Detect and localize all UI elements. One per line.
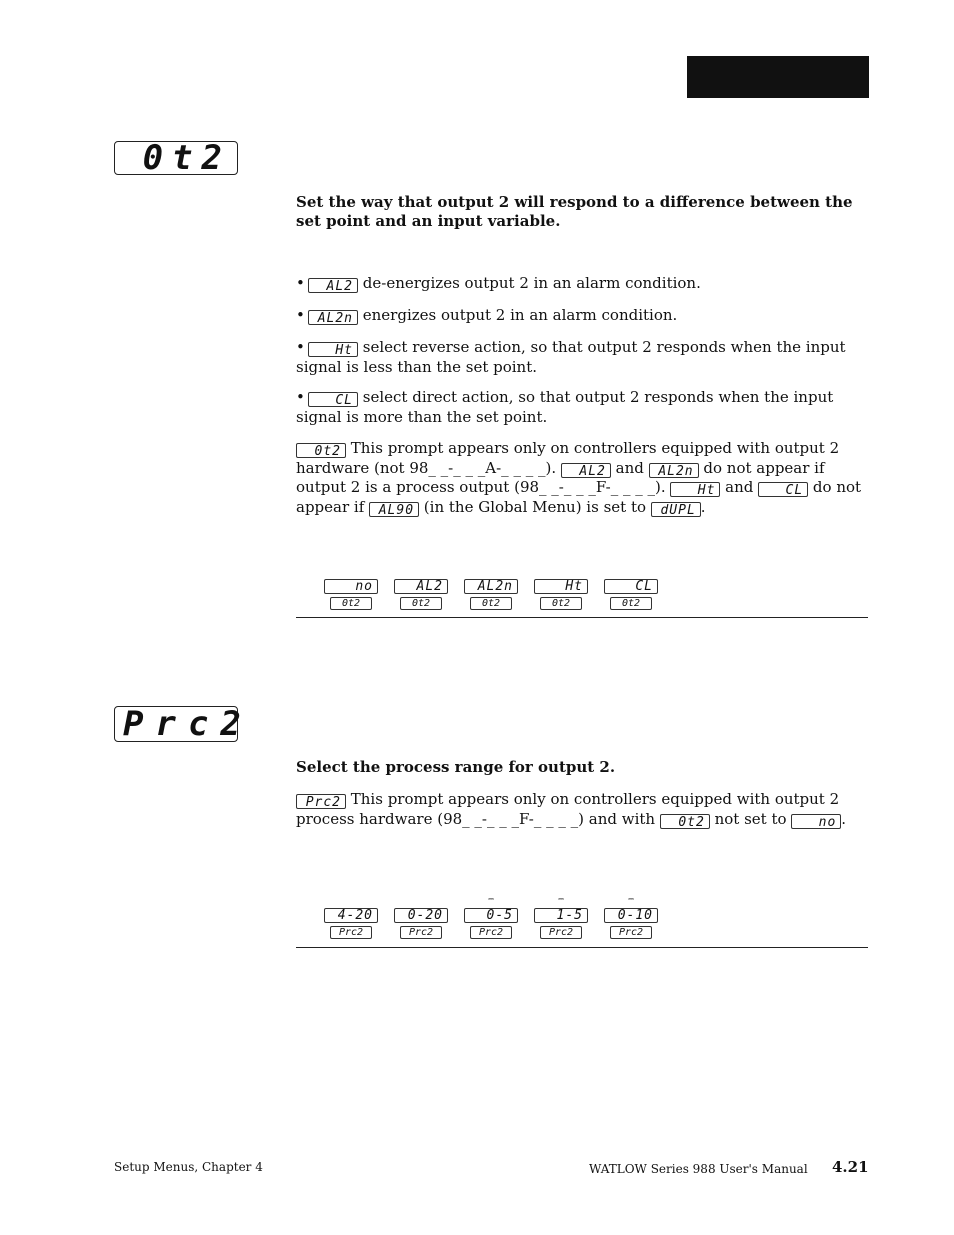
lcd-cl: CL	[758, 482, 808, 497]
lcd-ht: Ht	[308, 342, 358, 357]
lcd-ot2: 0t2	[660, 814, 710, 829]
lcd-al90: AL90	[369, 502, 419, 517]
choice-ht: Ht 0t2	[534, 579, 588, 610]
choice-0-20: 0-20 Prc2	[394, 908, 448, 939]
lcd-al2: AL2	[308, 278, 358, 293]
ot2-bullet-cl: • CL select direct action, so that output 2 responds when the input signal is more than the set point.	[296, 388, 834, 426]
prc2-note: Prc2 This prompt appears only on controllers equipped with output 2 process hardware (98_ _-_ _ _F-_ _ _ _) and with 0t2 not set to no .	[296, 790, 847, 830]
ot2-choices	[324, 579, 658, 610]
choice-0-10: ⎓ 0-10 Prc2	[604, 908, 658, 939]
ot2-display: 0t2	[114, 141, 238, 175]
lcd-ot2: 0t2	[296, 443, 346, 458]
footer-chapter: Setup Menus, Chapter 4	[114, 1160, 263, 1174]
lcd-dupl: dUPL	[651, 502, 701, 517]
choice-1-5: ⎓ 1-5 Prc2	[534, 908, 588, 939]
section2-divider	[296, 947, 868, 948]
dc-icon: ⎓	[558, 895, 564, 903]
ot2-intro: Set the way that output 2 will respond to a difference between the set point and an input variable.	[296, 193, 853, 230]
footer-manual-title: WATLOW Series 988 User's Manual	[589, 1162, 808, 1176]
page-number: 4.21	[832, 1158, 869, 1176]
lcd-al2n: AL2n	[649, 463, 699, 478]
choice-cl: CL 0t2	[604, 579, 658, 610]
ot2-bullet-al2: • AL2 de-energizes output 2 in an alarm condition.	[296, 274, 701, 294]
dc-icon: ⎓	[628, 895, 634, 903]
ot2-bullet-al2n: • AL2n energizes output 2 in an alarm condition.	[296, 306, 678, 326]
section1-divider	[296, 617, 868, 618]
choice-al2n: AL2n 0t2	[464, 579, 518, 610]
lcd-ht: Ht	[670, 482, 720, 497]
chapter-tab	[687, 56, 869, 98]
lcd-cl: CL	[308, 392, 358, 407]
ot2-note: 0t2 This prompt appears only on controllers equipped with output 2 hardware (not 98_ _-_ _ _A-_ _ _ _). AL2 and AL2n do not appear if output 2 is a process output (98_ _-_ _ _F-_ _ _ _). Ht and CL do not appear if AL90 (in the Global Menu) is set to dUPL .	[296, 439, 862, 518]
choice-4-20: 4-20 Prc2	[324, 908, 378, 939]
prc2-choices	[324, 895, 658, 939]
lcd-al2: AL2	[561, 463, 611, 478]
choice-al2: AL2 0t2	[394, 579, 448, 610]
choice-0-5: ⎓ 0-5 Prc2	[464, 908, 518, 939]
choice-no: no 0t2	[324, 579, 378, 610]
dc-icon: ⎓	[488, 895, 494, 903]
lcd-al2n: AL2n	[308, 310, 358, 325]
prc2-display: Prc2	[114, 706, 238, 742]
lcd-prc2: Prc2	[296, 794, 346, 809]
prc2-intro: Select the process range for output 2.	[296, 758, 616, 776]
ot2-bullet-ht: • Ht select reverse action, so that output 2 responds when the input signal is less than the set point.	[296, 338, 846, 376]
lcd-no: no	[791, 814, 841, 829]
